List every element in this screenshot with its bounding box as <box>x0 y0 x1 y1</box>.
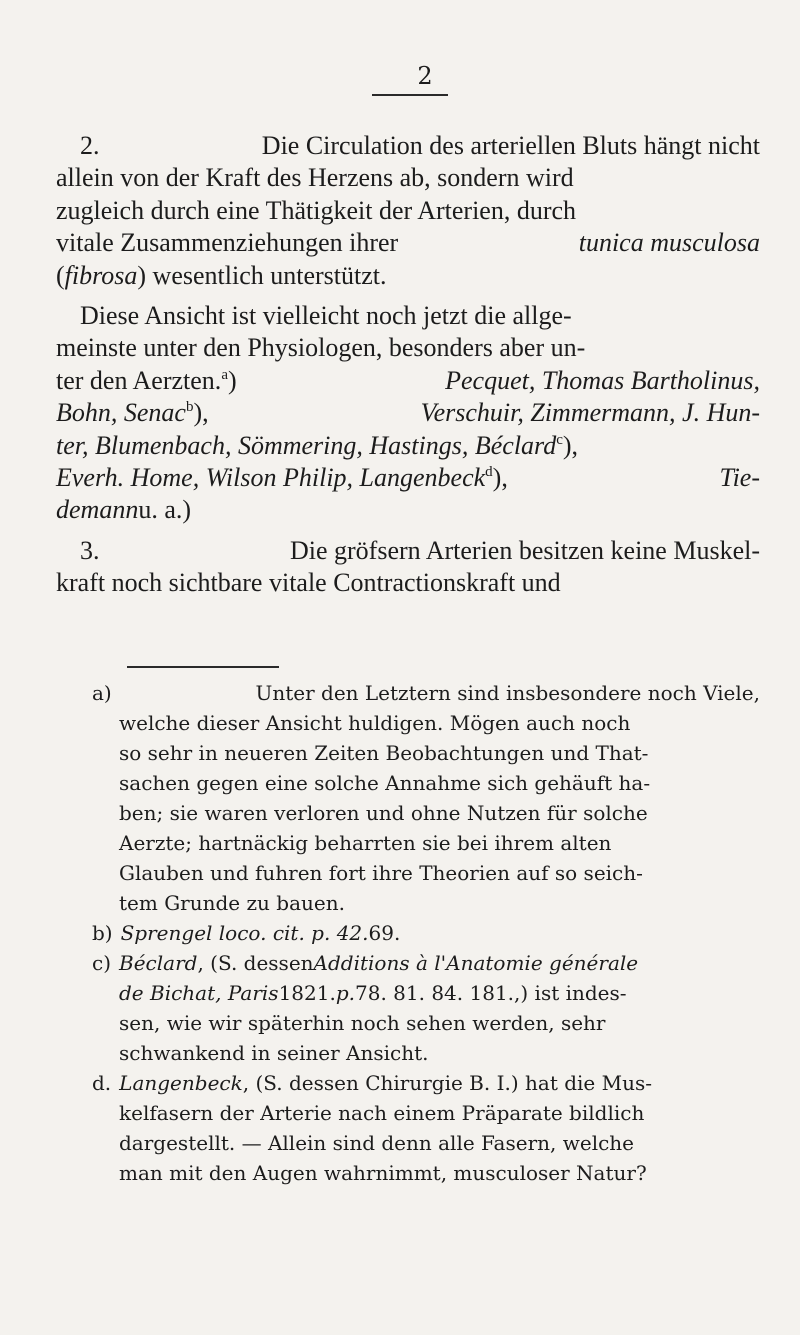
text-line: Everh. Home, Wilson Philip, Langenbeck$^d$), Tie- <box>56 462 760 494</box>
note-line: c) Béclard , (S. dessen Additions à l'Anatomie générale <box>92 948 760 978</box>
text-line: 3. Die gröfsern Arterien besitzen keine Muskel- <box>56 535 760 567</box>
footnote-ref-d[interactable]: d <box>485 463 493 480</box>
author-names: Pecquet, Thomas Bartholinus, <box>445 365 760 395</box>
text-line: allein von der Kraft des Herzens ab, sondern wird <box>56 163 574 193</box>
footnote-b <box>92 918 760 948</box>
text-line: ter den Aerzten.$^a$) Pecquet, Thomas Bartholinus, <box>56 365 760 397</box>
text-line: vitale Zusammenziehungen ihrer tunica musculosa <box>56 227 760 259</box>
footnote-separator <box>127 666 279 668</box>
text-line: kraft noch sichtbare vitale Contractionskraft und <box>56 568 561 598</box>
footnote-ref-a[interactable]: a <box>221 366 228 383</box>
latin-term: fibrosa <box>64 260 138 290</box>
footnote-a: a) Unter den Letztern sind insbesondere noch Viele, welche dieser Ansicht huldigen. Mögen auch noch so sehr in neueren Zeiten Beobachtungen und That- sachen gegen eine solche Annahme sich gehäuft ha- ben; sie waren verloren und ohne Nutzen für solche Aerzte; hartnäckig beharrten sie bei ihrem alten Glauben und fuhren fort ihre Theorien auf so seich- tem Grunde zu bauen. <box>92 678 760 918</box>
text-line: ( fibrosa ) wesentlich unterstützt. <box>56 260 760 292</box>
note-line: a) Unter den Letztern sind insbesondere noch Viele, <box>92 678 760 708</box>
footnote-d: d. Langenbeck , (S. dessen Chirurgie B. I.) hat die Mus- kelfasern der Arterie nach einem Präparate bildlich dargestellt. — Allein sind denn alle Fasern, welche man mit den Augen wahrnimmt, musculoser Natur? <box>92 1068 760 1188</box>
page-number: 2 <box>417 62 433 90</box>
paragraph-2 <box>56 130 760 292</box>
text-line: demann u. a.) <box>56 495 192 525</box>
paragraph-3 <box>56 300 760 527</box>
author-names: ter, Blumenbach, Sömmering, Hastings, Béclard <box>56 430 557 460</box>
footnote-label: a) <box>92 681 112 705</box>
footnote-ref-b[interactable]: b <box>185 399 194 416</box>
latin-term: tunica musculosa <box>578 228 760 258</box>
footnote-ref-c[interactable]: c <box>556 431 563 448</box>
page-number-rule <box>372 94 448 96</box>
text-line: Diese Ansicht ist vielleicht noch jetzt die allge- <box>80 300 572 330</box>
text-line: meinste unter den Physiologen, besonders aber un- <box>56 333 586 363</box>
paragraph-number: 3. <box>80 535 100 565</box>
main-text <box>56 130 760 599</box>
footnotes <box>92 678 760 1188</box>
author-names: Tie- <box>719 462 760 492</box>
footnote-label: c) <box>92 951 112 975</box>
footnote-label: b) <box>92 921 113 945</box>
text-line: ter, Blumenbach, Sömmering, Hastings, Béclard$^c$), <box>56 430 579 460</box>
footnote-c: c) Béclard , (S. dessen Additions à l'Anatomie générale de Bichat, Paris 1821. p. 78. 81. 84. 181.,) ist indes- sen, wie wir späterhin noch sehen werden, sehr schwankend in seiner Ansicht. <box>92 948 760 1068</box>
author-names: Verschuir, Zimmermann, J. Hun- <box>420 398 760 428</box>
note-line: b) Sprengel loco. cit. p. 42. 69. <box>92 918 760 948</box>
text-line: zugleich durch eine Thätigkeit der Arterien, durch <box>56 195 577 225</box>
paragraph-3-numbered <box>56 535 760 600</box>
paragraph-number: 2. <box>80 131 100 160</box>
text-line: 2. Die Circulation des arteriellen Bluts hängt nicht <box>56 130 760 162</box>
text-line: Bohn, Senac$^b$), Verschuir, Zimmermann, J. Hun- <box>56 397 760 429</box>
note-line: d. Langenbeck , (S. dessen Chirurgie B. I.) hat die Mus- <box>92 1068 760 1098</box>
author-names: Everh. Home, Wilson Philip, Langenbeck <box>56 462 486 492</box>
footnote-label: d. <box>92 1071 112 1095</box>
